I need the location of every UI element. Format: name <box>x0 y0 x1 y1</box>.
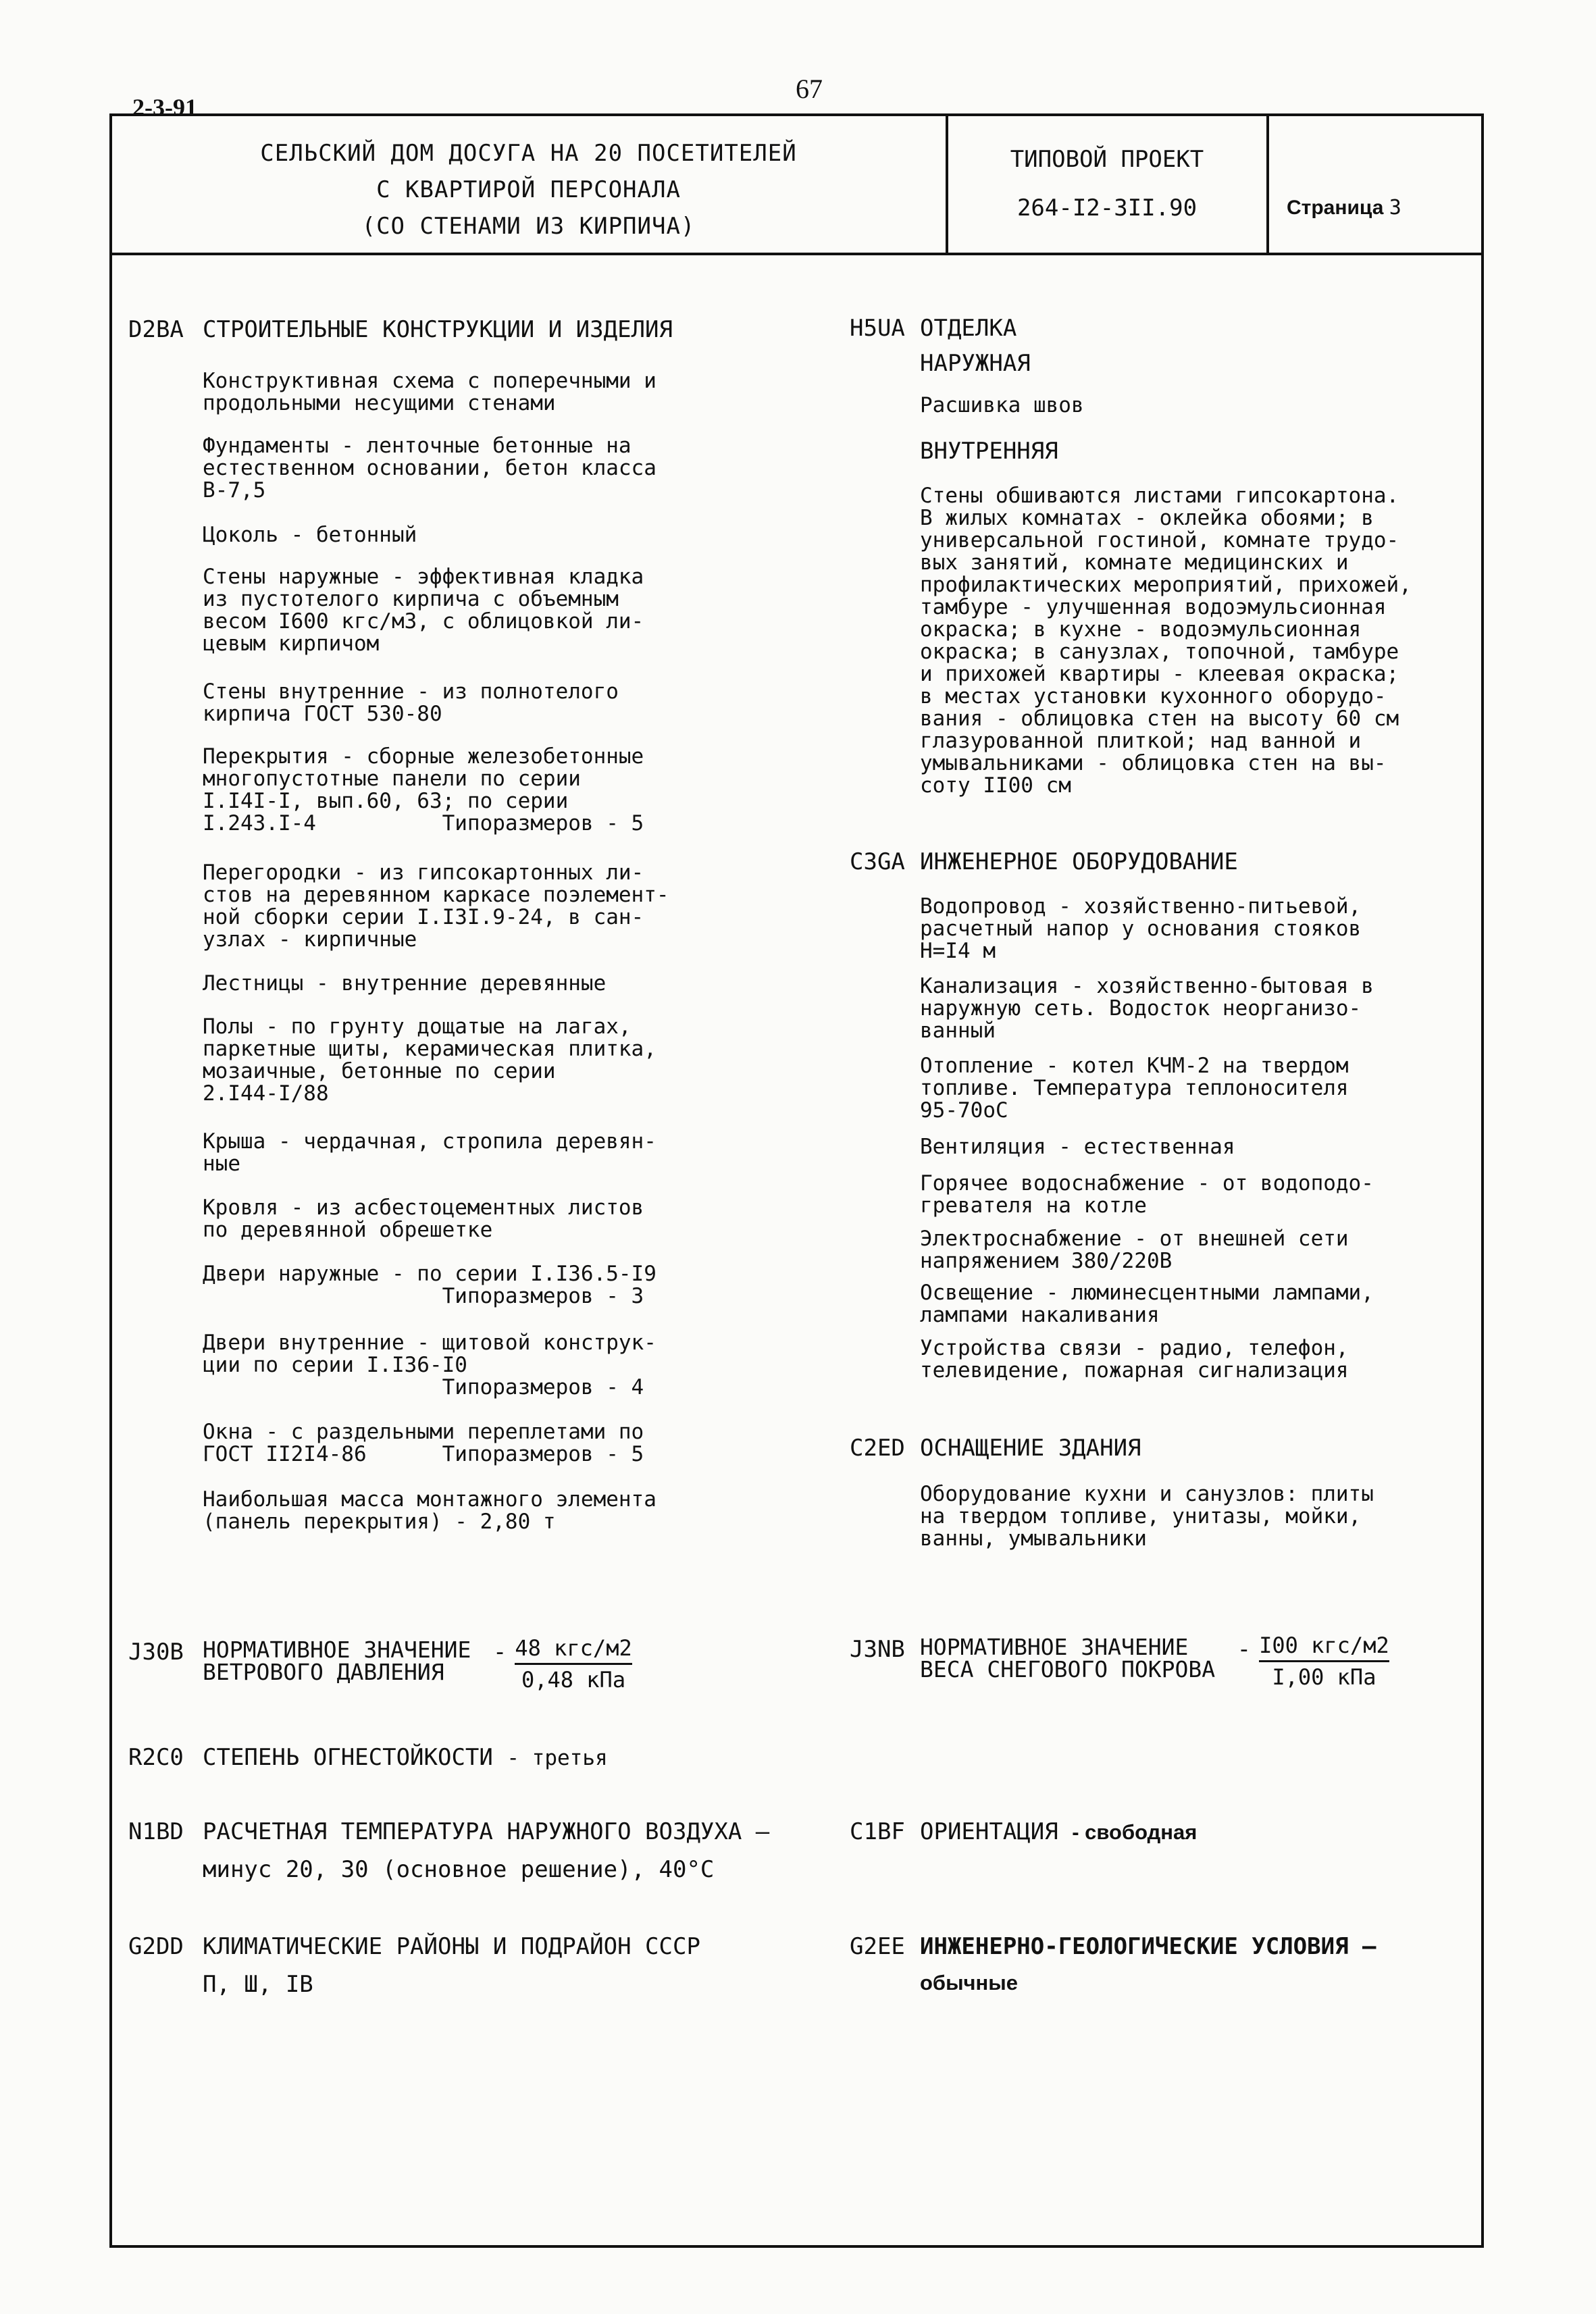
engineering-item: Устройства связи - радио, телефон, телевидение, пожарная сигнализация <box>920 1336 1349 1383</box>
construction-item: Двери наружные - по серии I.I36.5-I9 Типоразмеров - 3 <box>203 1262 657 1308</box>
orientation-label: ОРИЕНТАЦИЯ <box>920 1818 1058 1845</box>
section-title: ИНЖЕНЕРНОЕ ОБОРУДОВАНИЕ <box>920 848 1238 875</box>
finishing-heading <box>850 315 1016 342</box>
engineering-item: Освещение - люминесцентными лампами, лампами накаливания <box>920 1281 1374 1327</box>
climate-label: КЛИМАТИЧЕСКИЕ РАЙОНЫ И ПОДРАЙОН СССР <box>203 1933 700 1960</box>
engineering-item: Электроснабжение - от внешней сети напряжением 380/220В <box>920 1227 1349 1273</box>
construction-item: Полы - по грунту дощатые на лагах, паркетные щиты, керамическая плитка, мозаичные, бетонные по серии 2.I44-I/88 <box>203 1014 657 1106</box>
construction-item: Перегородки - из гипсокартонных ли- стов на деревянном каркасе поэлемент- ной сборки серии I.I3I.9-24, в сан- узлах - кирпичные <box>203 860 669 952</box>
section-code: J3NB <box>850 1636 905 1663</box>
construction-item: Окна - с раздельными переплетами по ГОСТ II2I4-86 Типоразмеров - 5 <box>203 1420 644 1466</box>
section-code: H5UA <box>850 315 905 342</box>
engineering-item: Канализация - хозяйственно-бытовая в наружную сеть. Водосток неорганизо- ванный <box>920 974 1374 1043</box>
construction-item: Лестницы - внутренние деревянные <box>203 971 607 996</box>
engineering-heading <box>850 848 1238 875</box>
wind-value-kpa: 0,48 кПа <box>521 1667 626 1693</box>
construction-item: Цоколь - бетонный <box>203 523 417 547</box>
section-code: R2C0 <box>128 1744 184 1771</box>
construction-item: Конструктивная схема с поперечными и продольными несущими стенами <box>203 369 657 415</box>
section-code: G2DD <box>128 1933 184 1960</box>
orientation-value: - свободная <box>1072 1820 1198 1844</box>
interior-label: ВНУТРЕННЯЯ <box>920 438 1058 465</box>
section-code: D2BA <box>128 316 184 343</box>
project-number: 264-I2-3II.90 <box>1016 195 1198 222</box>
snow-load <box>850 1632 1389 1692</box>
title-divider <box>946 113 948 255</box>
design-temperature <box>128 1818 769 1845</box>
equipment-heading <box>850 1435 1141 1462</box>
wind-label: НОРМАТИВНОЕ ЗНАЧЕНИЕ ВЕТРОВОГО ДАВЛЕНИЯ <box>203 1637 471 1685</box>
engineering-item: Горячее водоснабжение - от водоподо- гревателя на котле <box>920 1171 1374 1218</box>
construction-item: Кровля - из асбестоцементных листов по деревянной обрешетке <box>203 1195 644 1242</box>
geology <box>850 1933 1376 1960</box>
orientation <box>850 1818 1197 1845</box>
page-value: 3 <box>1389 196 1401 220</box>
section-code: N1BD <box>128 1818 184 1845</box>
section-code: J30B <box>128 1639 184 1666</box>
document-code: 2-3-91 <box>132 94 197 121</box>
construction-item: Стены внутренние - из полнотелого кирпича ГОСТ 530-80 <box>203 679 619 726</box>
fire-resistance <box>128 1744 608 1771</box>
geology-label: ИНЖЕНЕРНО-ГЕОЛОГИЧЕСКИЕ УСЛОВИЯ — <box>920 1933 1376 1960</box>
fire-value: - третья <box>507 1746 608 1770</box>
title-line: (СО СТЕНАМИ ИЗ КИРПИЧА) <box>361 213 696 240</box>
construction-item: Крыша - чердачная, стропила деревян- ные <box>203 1129 657 1176</box>
fire-label: СТЕПЕНЬ ОГНЕСТОЙКОСТИ <box>203 1744 493 1771</box>
wind-value <box>515 1633 632 1695</box>
interior-text: Стены обшиваются листами гипсокартона. В жилых комнатах - оклейка обоями; в универсальной гостиной, комнате трудо- вых занятий, комнате медицинских и профилактических мероприятий, прихожей, тамбуре - улучшенная водоэмульсионная окраска; в кухне - водоэмульсионная окраска; в санузлах, топочной, тамбуре и прихожей квартиры - клеевая окраска; в местах установки кухонного оборудо- вания - облицовка стен на высоту 60 см глазурованной плиткой; над ванной и умывальниками - облицовка стен на вы- соту II00 см <box>920 484 1412 798</box>
construction-heading <box>128 316 673 343</box>
section-title: ОСНАЩЕНИЕ ЗДАНИЯ <box>920 1435 1141 1462</box>
snow-dash: - <box>1237 1636 1252 1663</box>
page-number: 67 <box>796 74 823 104</box>
construction-item: Двери внутренние - щитовой конструк- ции по серии I.I36-I0 Типоразмеров - 4 <box>203 1331 657 1399</box>
construction-item: Наибольшая масса монтажного элемента (панель перекрытия) - 2,80 т <box>203 1487 657 1534</box>
temperature-label: РАСЧЕТНАЯ ТЕМПЕРАТУРА НАРУЖНОГО ВОЗДУХА — <box>203 1818 770 1845</box>
snow-value-kpa: I,00 кПа <box>1272 1664 1376 1690</box>
page-indicator <box>1287 196 1401 220</box>
title-divider <box>1266 113 1269 255</box>
section-code: C1BF <box>850 1818 905 1845</box>
project-label: ТИПОВОЙ ПРОЕКТ <box>1010 146 1204 173</box>
section-code: C3GA <box>850 848 905 875</box>
geology-value: обычные <box>920 1971 1018 1995</box>
snow-label: НОРМАТИВНОЕ ЗНАЧЕНИЕ ВЕСА СНЕГОВОГО ПОКРОВА <box>920 1634 1216 1682</box>
exterior-label: НАРУЖНАЯ <box>920 350 1031 377</box>
section-code: C2ED <box>850 1435 905 1462</box>
project-block <box>951 135 1263 232</box>
exterior-text: Расшивка швов <box>920 393 1084 417</box>
construction-item: Фундаменты - ленточные бетонные на естественном основании, бетон класса В-7,5 <box>203 434 657 503</box>
wind-pressure <box>128 1635 632 1695</box>
document-title <box>115 135 942 245</box>
section-title: ОТДЕЛКА <box>920 315 1017 342</box>
snow-value <box>1259 1630 1389 1692</box>
section-code: G2EE <box>850 1933 905 1960</box>
title-line: С КВАРТИРОЙ ПЕРСОНАЛА <box>376 176 681 203</box>
section-title: СТРОИТЕЛЬНЫЕ КОНСТРУКЦИИ И ИЗДЕЛИЯ <box>203 316 673 343</box>
engineering-item: Отопление - котел КЧМ-2 на твердом топливе. Температура теплоносителя 95-70оС <box>920 1054 1349 1123</box>
engineering-item: Водопровод - хозяйственно-питьевой, расчетный напор у основания стояков Н=I4 м <box>920 894 1362 963</box>
construction-item: Стены наружные - эффективная кладка из пустотелого кирпича с объемным весом I600 кгс/м3, с облицовкой ли- цевым кирпичом <box>203 565 644 656</box>
temperature-value: минус 20, 30 (основное решение), 40°С <box>203 1856 715 1883</box>
equipment-text: Оборудование кухни и санузлов: плиты на твердом топливе, унитазы, мойки, ванны, умывальники <box>920 1482 1374 1551</box>
engineering-item: Вентиляция - естественная <box>920 1135 1235 1159</box>
wind-dash: - <box>492 1639 507 1666</box>
page-label: Страница <box>1287 197 1384 219</box>
construction-item: Перекрытия - сборные железобетонные многопустотные панели по серии I.I4I-I, вып.60, 63; по серии I.243.I-4 Типоразмеров - 5 <box>203 744 644 835</box>
climate-value: П, Ш, IВ <box>203 1971 313 1998</box>
title-line: СЕЛЬСКИЙ ДОМ ДОСУГА НА 20 ПОСЕТИТЕЛЕЙ <box>260 140 797 167</box>
snow-value-kgs: I00 кгс/м2 <box>1259 1630 1389 1662</box>
wind-value-kgs: 48 кгс/м2 <box>515 1633 632 1665</box>
climate-regions <box>128 1933 700 1960</box>
